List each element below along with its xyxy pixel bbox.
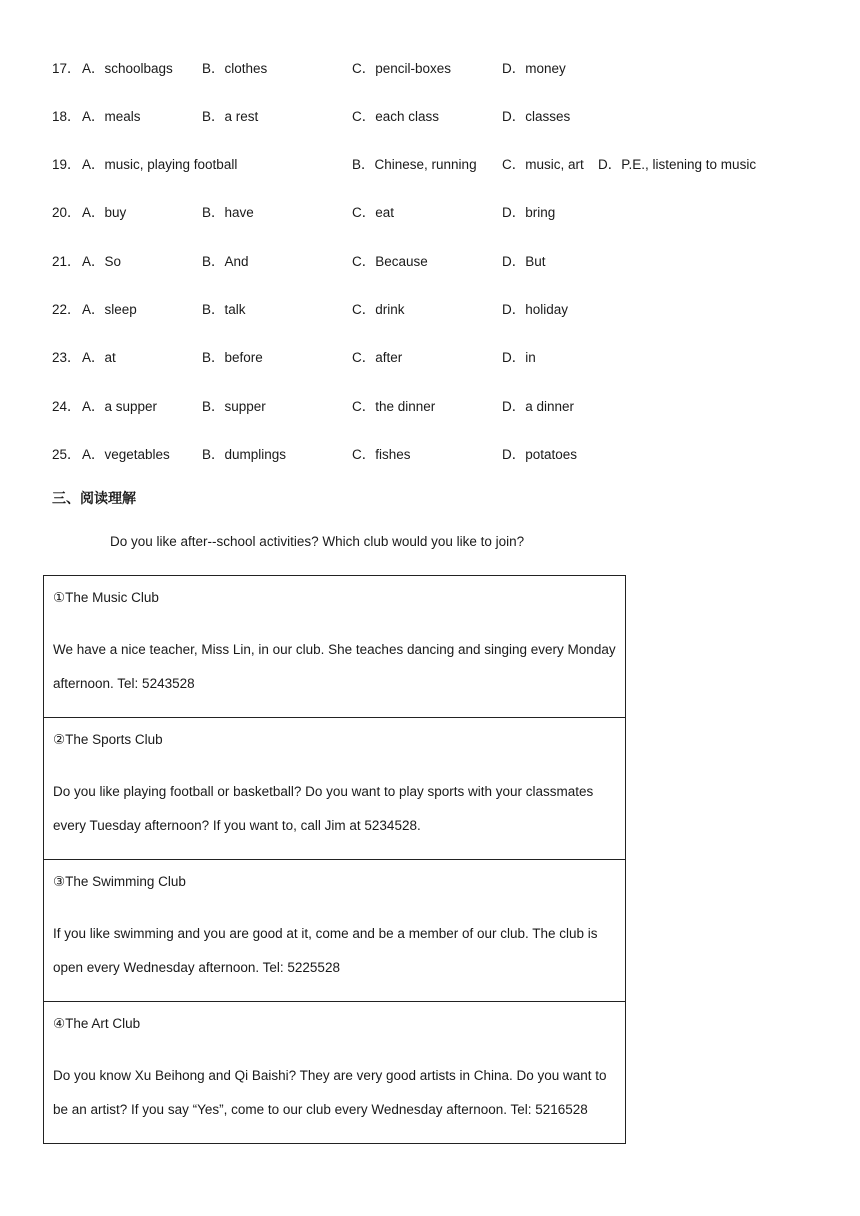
option-d: D．But — [502, 254, 546, 269]
option-d: D．classes — [502, 109, 571, 124]
option-c: C．after — [352, 350, 403, 365]
option-b: B．before — [202, 350, 263, 365]
option-b: B．Chinese, running — [352, 157, 477, 172]
option-d: D．potatoes — [502, 447, 578, 462]
question-number: 18． — [52, 109, 81, 124]
option-a: A．vegetables — [82, 447, 170, 462]
option-b: B．have — [202, 205, 254, 220]
option-c: C．fishes — [352, 447, 411, 462]
option-b: B．talk — [202, 302, 246, 317]
club-music — [44, 576, 625, 718]
option-a: A．buy — [82, 205, 127, 220]
option-a: A．meals — [82, 109, 141, 124]
option-b: B．a rest — [202, 109, 259, 124]
club-title: ④The Art Club — [53, 1016, 141, 1031]
option-c: C．Because — [352, 254, 428, 269]
reading-intro: Do you like after--school activities? Which club would you like to join? — [110, 534, 525, 549]
option-a: A．at — [82, 350, 116, 365]
option-d: D．in — [502, 350, 536, 365]
club-swimming — [44, 860, 625, 1002]
question-number: 19． — [52, 157, 81, 172]
option-d: D．a dinner — [502, 399, 575, 414]
club-description: Do you know Xu Beihong and Qi Baishi? They are very good artists in China. Do you want to be an artist? If you say “Yes”, come to our club every Wednesday afternoon. Tel: 5216528 — [53, 1068, 607, 1117]
option-c: C．eat — [352, 205, 395, 220]
club-title: ②The Sports Club — [53, 732, 163, 747]
option-c: C．each class — [352, 109, 440, 124]
option-b: B．supper — [202, 399, 266, 414]
option-d: D．P.E., listening to music — [598, 157, 757, 172]
club-description: We have a nice teacher, Miss Lin, in our club. She teaches dancing and singing every Monday afternoon. Tel: 5243528 — [53, 642, 616, 691]
option-d: D．holiday — [502, 302, 569, 317]
section-heading: 三、阅读理解 — [52, 491, 136, 507]
club-art — [44, 1002, 625, 1144]
option-a: A．a supper — [82, 399, 158, 414]
option-a: A．music, playing football — [82, 157, 238, 172]
option-c: C．pencil-boxes — [352, 61, 452, 76]
option-b: B．And — [202, 254, 249, 269]
question-number: 21． — [52, 254, 81, 269]
question-number: 17． — [52, 61, 81, 76]
club-sports — [44, 718, 625, 860]
club-table — [43, 575, 626, 1144]
option-a: A．So — [82, 254, 122, 269]
question-number: 23． — [52, 350, 81, 365]
option-c: C．music, art — [502, 157, 584, 172]
club-title: ③The Swimming Club — [53, 874, 186, 889]
option-c: C．drink — [352, 302, 405, 317]
option-c: C．the dinner — [352, 399, 436, 414]
option-a: A．sleep — [82, 302, 137, 317]
question-number: 25． — [52, 447, 81, 462]
club-description: Do you like playing football or basketball? Do you want to play sports with your classmates every Tuesday afternoon? If you want to, call Jim at 5234528. — [53, 784, 594, 833]
question-number: 20． — [52, 205, 81, 220]
question-number: 24． — [52, 399, 81, 414]
option-d: D．money — [502, 61, 566, 76]
option-d: D．bring — [502, 205, 556, 220]
question-number: 22． — [52, 302, 81, 317]
option-b: B．dumplings — [202, 447, 287, 462]
club-description: If you like swimming and you are good at it, come and be a member of our club. The club is open every Wednesday afternoon. Tel: 5225528 — [53, 926, 598, 975]
option-a: A．schoolbags — [82, 61, 173, 76]
option-b: B．clothes — [202, 61, 268, 76]
club-title: ①The Music Club — [53, 590, 159, 605]
